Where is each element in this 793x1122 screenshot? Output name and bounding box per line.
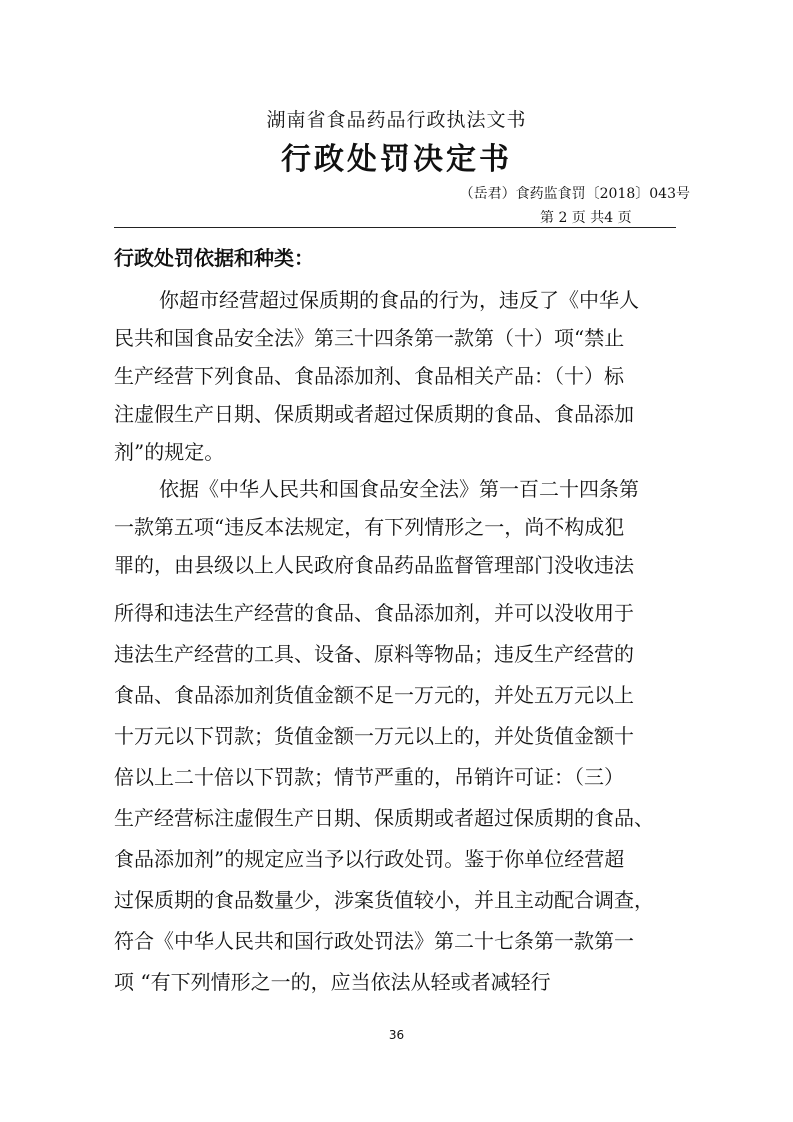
page-number: 36 [388,1028,405,1042]
text-line: 所得和违法生产经营的食品、食品添加剂，并可以没收用于 [114,601,634,625]
text-line: 十万元以下罚款；货值金额一万元以上的，并处货值金额十 [114,724,634,748]
text-line: 倍以上二十倍以下罚款；情节严重的，吊销许可证：（三） [114,765,624,789]
page-count: 第 2 页 共4 页 [540,210,632,226]
text-line: 食品、食品添加剂货值金额不足一万元的，并处五万元以上 [114,683,634,707]
text-line: 一款第五项“违反本法规定，有下列情形之一，尚不构成犯 [114,515,625,539]
document-title: 行政处罚决定书 [281,142,512,177]
document-number: （岳君）食药监食罚〔2018〕043号 [459,186,690,202]
text-line: 生产经营标注虚假生产日期、保质期或者超过保质期的食品、 [114,806,654,830]
text-line: 你超市经营超过保质期的食品的行为，违反了《中华人 [159,288,639,312]
text-line: 项 “有下列情形之一的，应当依法从轻或者减轻行 [114,970,551,994]
header-rule [114,227,676,228]
text-line: 符合《中华人民共和国行政处罚法》第二十七条第一款第一 [114,929,634,953]
text-line: 生产经营下列食品、食品添加剂、食品相关产品：（十）标 [114,364,624,388]
text-line: 依据《中华人民共和国食品安全法》第一百二十四条第 [159,477,639,501]
section-heading: 行政处罚依据和种类： [114,246,314,270]
text-line: 食品添加剂”的规定应当予以行政处罚。鉴于你单位经营超 [114,847,625,871]
text-line: 注虚假生产日期、保质期或者超过保质期的食品、食品添加 [114,402,634,426]
text-line: 罪的，由县级以上人民政府食品药品监督管理部门没收违法 [114,553,634,577]
header-org: 湖南省食品药品行政执法文书 [266,109,527,131]
text-line: 民共和国食品安全法》第三十四条第一款第（十）项“禁止 [114,326,625,350]
text-line: 违法生产经营的工具、设备、原料等物品；违反生产经营的 [114,642,634,666]
text-line: 过保质期的食品数量少，涉案货值较小，并且主动配合调查， [114,888,654,912]
text-line: 剂”的规定。 [114,440,225,464]
